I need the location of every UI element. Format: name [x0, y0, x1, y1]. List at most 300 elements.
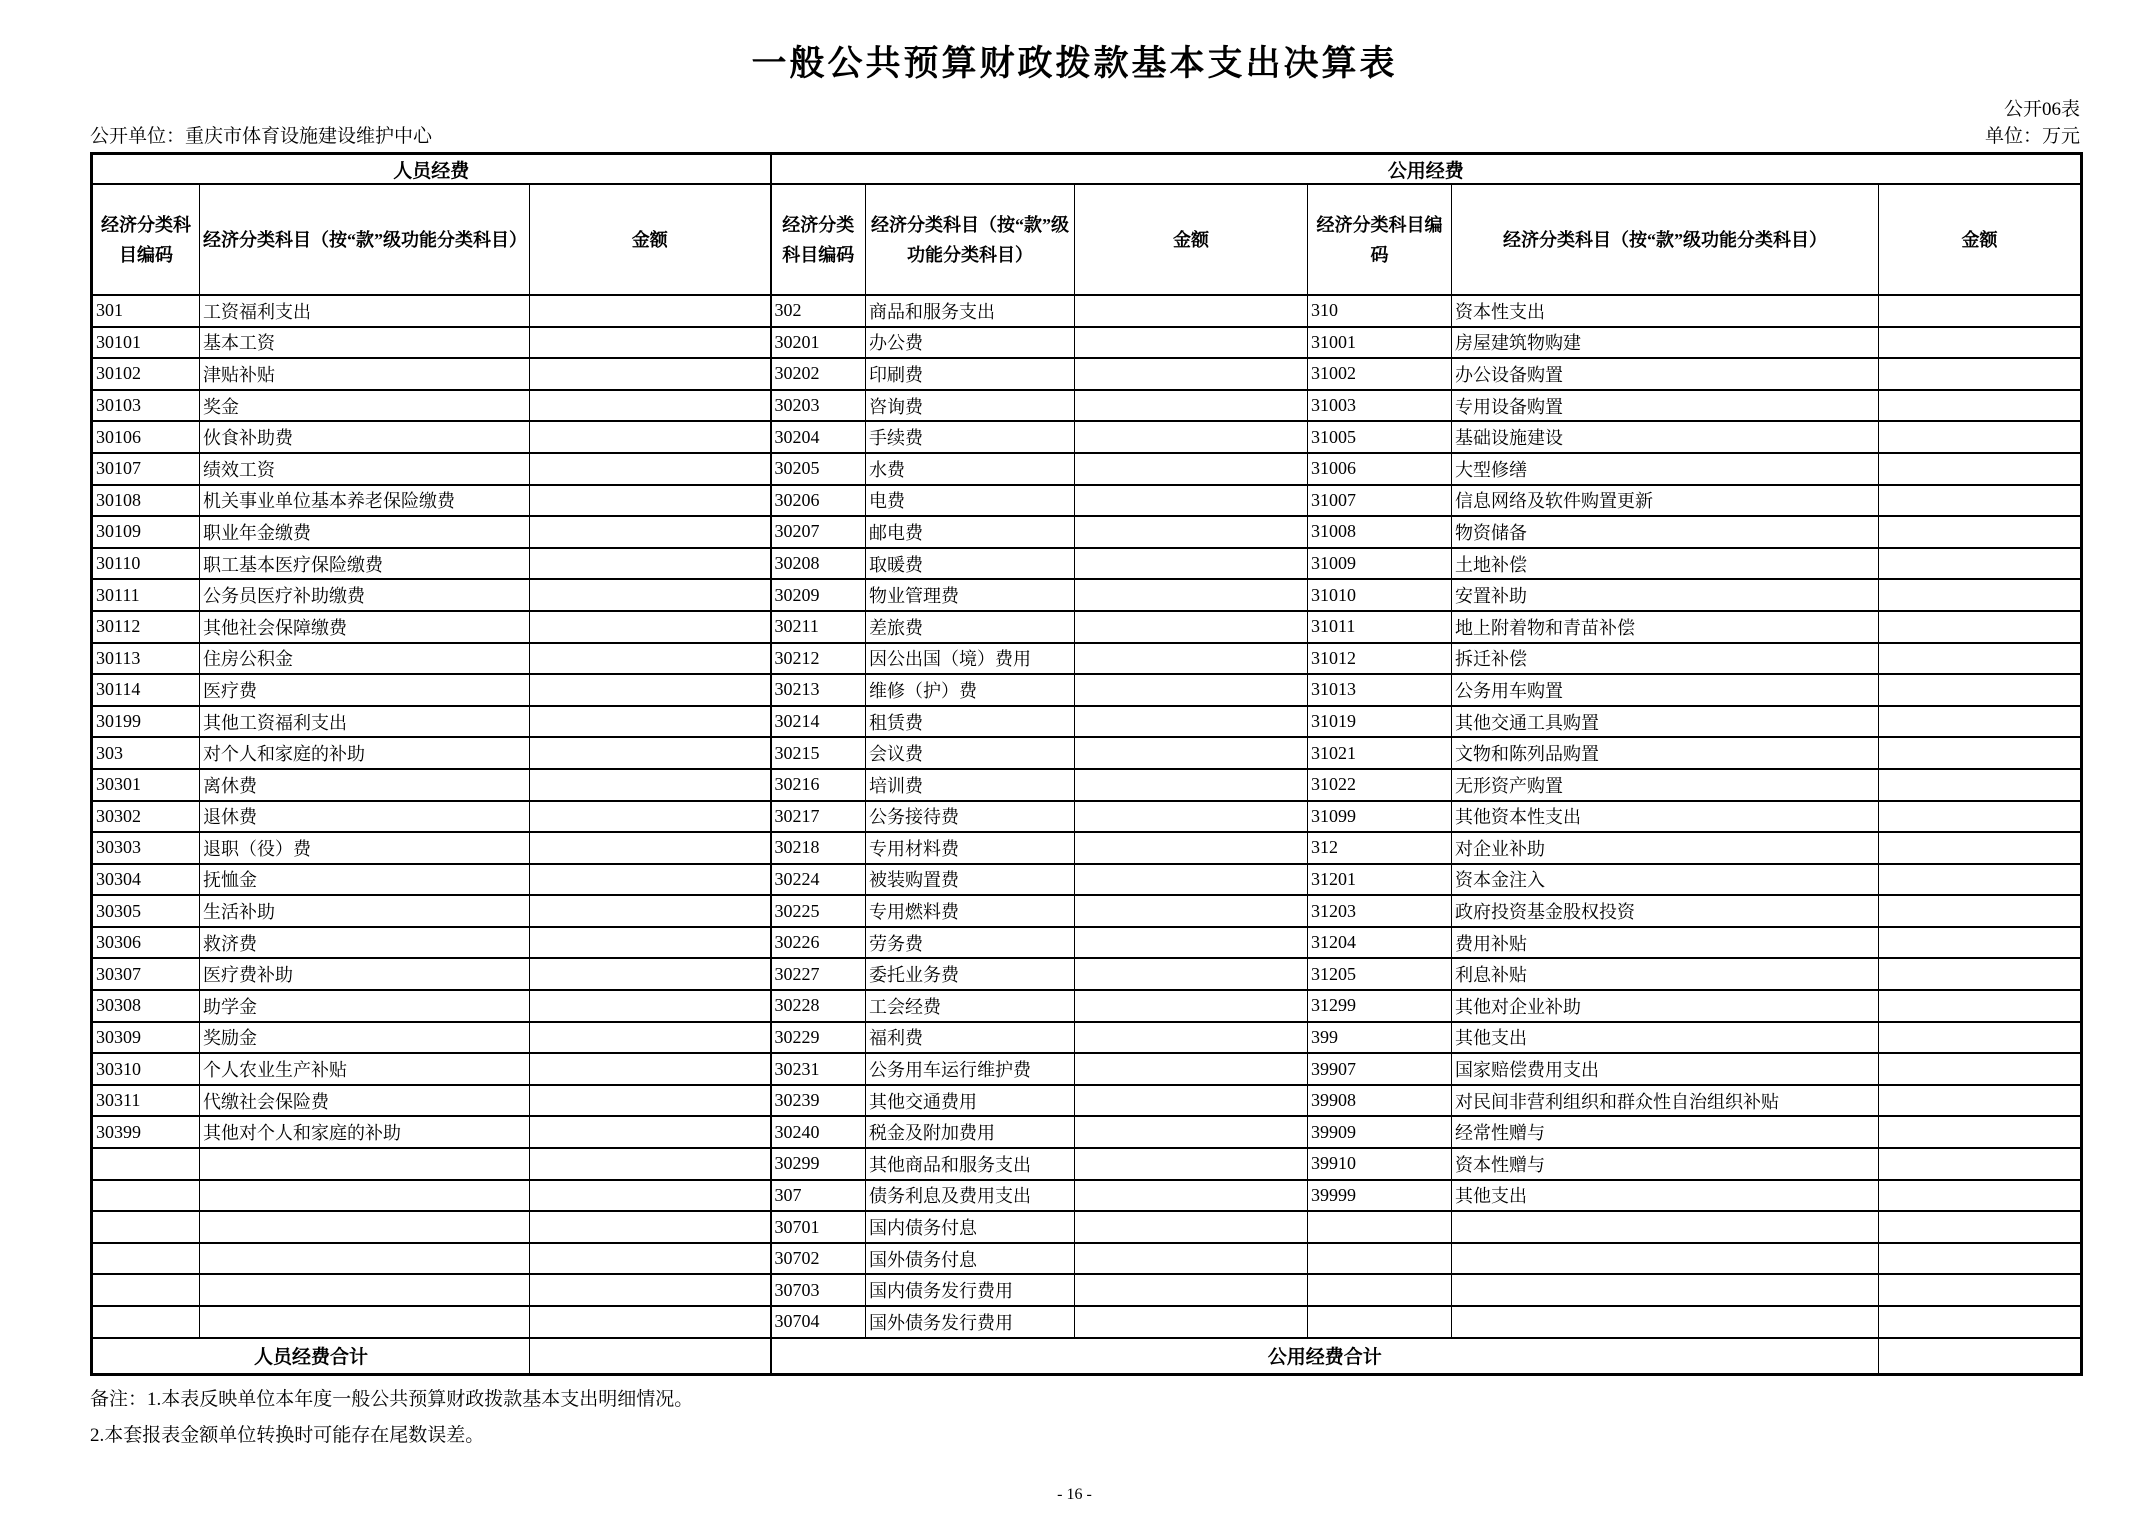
econ-code-cell: 30311: [92, 1085, 200, 1117]
table-row: [92, 643, 2082, 675]
amount-cell: [530, 579, 771, 611]
amount-cell: [1075, 295, 1308, 327]
econ-name-cell: 其他社会保障缴费: [200, 611, 530, 643]
amount-cell: [1879, 958, 2082, 990]
econ-name-cell: 邮电费: [866, 516, 1075, 548]
amount-cell: [530, 927, 771, 959]
table-row: [92, 548, 2082, 580]
amount-cell: [530, 1306, 771, 1338]
amount-cell: [1075, 895, 1308, 927]
amount-cell: [1075, 990, 1308, 1022]
amount-cell: [1075, 485, 1308, 517]
econ-name-cell: 助学金: [200, 990, 530, 1022]
econ-name-cell: 职业年金缴费: [200, 516, 530, 548]
econ-code-cell: 30229: [771, 1022, 866, 1054]
amount-cell: [530, 706, 771, 738]
econ-code-cell: 30704: [771, 1306, 866, 1338]
econ-code-cell: 30308: [92, 990, 200, 1022]
econ-code-cell: 30239: [771, 1085, 866, 1117]
table-row: [92, 737, 2082, 769]
amount-cell: [1879, 643, 2082, 675]
econ-code-cell: 31008: [1308, 516, 1452, 548]
amount-cell: [1075, 421, 1308, 453]
amount-cell: [1879, 1085, 2082, 1117]
econ-code-cell: 31007: [1308, 485, 1452, 517]
econ-code-cell: 39999: [1308, 1180, 1452, 1212]
econ-code-cell: 30228: [771, 990, 866, 1022]
amount-cell: [530, 358, 771, 390]
econ-name-cell: 医疗费: [200, 674, 530, 706]
econ-name-cell: 退职（役）费: [200, 832, 530, 864]
amount-cell: [1879, 358, 2082, 390]
econ-code-cell: 30208: [771, 548, 866, 580]
note-line-1: 备注：1.本表反映单位本年度一般公共预算财政拨款基本支出明细情况。: [90, 1388, 694, 1410]
econ-code-cell: [92, 1211, 200, 1243]
amount-cell: [1075, 1148, 1308, 1180]
econ-name-cell: 债务利息及费用支出: [866, 1180, 1075, 1212]
amount-cell: [1879, 579, 2082, 611]
econ-name-cell: 对民间非营利组织和群众性自治组织补贴: [1452, 1085, 1879, 1117]
econ-code-cell: 39907: [1308, 1053, 1452, 1085]
amount-cell: [1075, 1085, 1308, 1117]
econ-code-cell: 30216: [771, 769, 866, 801]
econ-code-cell: 30101: [92, 327, 200, 359]
econ-code-cell: 30108: [92, 485, 200, 517]
econ-code-cell: [1308, 1274, 1452, 1306]
econ-name-cell: 离休费: [200, 769, 530, 801]
econ-code-cell: 30302: [92, 801, 200, 833]
econ-code-cell: 30114: [92, 674, 200, 706]
econ-name-cell: 其他商品和服务支出: [866, 1148, 1075, 1180]
amount-cell: [1075, 516, 1308, 548]
amount-cell: [1879, 769, 2082, 801]
table-row: [92, 295, 2082, 327]
econ-name-cell: 咨询费: [866, 390, 1075, 422]
econ-code-cell: 30103: [92, 390, 200, 422]
econ-name-cell: 费用补贴: [1452, 927, 1879, 959]
econ-code-cell: 30199: [92, 706, 200, 738]
table-code-label: 公开06表: [2003, 99, 2080, 120]
econ-code-cell: 30309: [92, 1022, 200, 1054]
budget-table: [90, 152, 2083, 1376]
econ-code-cell: 31203: [1308, 895, 1452, 927]
econ-code-cell: 30110: [92, 548, 200, 580]
page-number: - 16 -: [1057, 1486, 1092, 1503]
note-line-2: 2.本套报表金额单位转换时可能存在尾数误差。: [90, 1424, 485, 1446]
econ-code-cell: 310: [1308, 295, 1452, 327]
table-row: [92, 674, 2082, 706]
amount-cell: [530, 801, 771, 833]
amount-cell: [1075, 1180, 1308, 1212]
econ-name-cell: 个人农业生产补贴: [200, 1053, 530, 1085]
econ-name-cell: 大型修缮: [1452, 453, 1879, 485]
amount-cell: [1075, 927, 1308, 959]
econ-code-cell: 30215: [771, 737, 866, 769]
econ-name-cell: 公务员医疗补助缴费: [200, 579, 530, 611]
econ-code-cell: 30106: [92, 421, 200, 453]
table-row: [92, 832, 2082, 864]
econ-name-cell: 培训费: [866, 769, 1075, 801]
table-row: [92, 864, 2082, 896]
econ-name-cell: 手续费: [866, 421, 1075, 453]
table-row: [92, 390, 2082, 422]
col-header-code1: 经济分类科目编码: [92, 184, 200, 295]
econ-name-cell: 利息补贴: [1452, 958, 1879, 990]
econ-code-cell: 39908: [1308, 1085, 1452, 1117]
econ-name-cell: 工会经费: [866, 990, 1075, 1022]
econ-name-cell: 专用设备购置: [1452, 390, 1879, 422]
econ-code-cell: 31019: [1308, 706, 1452, 738]
econ-code-cell: 30211: [771, 611, 866, 643]
econ-name-cell: 商品和服务支出: [866, 295, 1075, 327]
econ-name-cell: 住房公积金: [200, 643, 530, 675]
col-header-code3: 经济分类科目编码: [1308, 184, 1452, 295]
econ-code-cell: [92, 1306, 200, 1338]
econ-name-cell: 机关事业单位基本养老保险缴费: [200, 485, 530, 517]
econ-name-cell: 租赁费: [866, 706, 1075, 738]
econ-name-cell: 国外债务发行费用: [866, 1306, 1075, 1338]
econ-code-cell: 30304: [92, 864, 200, 896]
econ-code-cell: 31021: [1308, 737, 1452, 769]
econ-name-cell: 政府投资基金股权投资: [1452, 895, 1879, 927]
amount-cell: [1075, 611, 1308, 643]
econ-name-cell: 安置补助: [1452, 579, 1879, 611]
amount-cell: [530, 390, 771, 422]
econ-code-cell: 31299: [1308, 990, 1452, 1022]
econ-name-cell: 国内债务发行费用: [866, 1274, 1075, 1306]
econ-name-cell: 其他支出: [1452, 1180, 1879, 1212]
amount-cell: [1879, 516, 2082, 548]
econ-name-cell: 拆迁补偿: [1452, 643, 1879, 675]
econ-code-cell: 31009: [1308, 548, 1452, 580]
unit-label: 单位：万元: [1984, 126, 2080, 147]
amount-cell: [1879, 1022, 2082, 1054]
econ-code-cell: 30217: [771, 801, 866, 833]
econ-code-cell: 31011: [1308, 611, 1452, 643]
econ-code-cell: 31002: [1308, 358, 1452, 390]
econ-code-cell: 30301: [92, 769, 200, 801]
amount-cell: [1879, 1243, 2082, 1275]
meta-block: [90, 98, 2080, 150]
econ-code-cell: 30102: [92, 358, 200, 390]
econ-name-cell: 资本性支出: [1452, 295, 1879, 327]
econ-code-cell: 30702: [771, 1243, 866, 1275]
table-row: [92, 769, 2082, 801]
econ-name-cell: 生活补助: [200, 895, 530, 927]
econ-name-cell: [200, 1148, 530, 1180]
section-personnel-header: 人员经费: [92, 154, 771, 185]
econ-name-cell: 物资储备: [1452, 516, 1879, 548]
col-header-amount2: 金额: [1075, 184, 1308, 295]
econ-name-cell: 抚恤金: [200, 864, 530, 896]
econ-code-cell: 30212: [771, 643, 866, 675]
econ-name-cell: 印刷费: [866, 358, 1075, 390]
amount-cell: [1075, 769, 1308, 801]
econ-name-cell: 代缴社会保险费: [200, 1085, 530, 1117]
table-row: [92, 958, 2082, 990]
econ-code-cell: 30202: [771, 358, 866, 390]
amount-cell: [1879, 1053, 2082, 1085]
amount-cell: [1075, 1243, 1308, 1275]
econ-name-cell: 地上附着物和青苗补偿: [1452, 611, 1879, 643]
econ-code-cell: [92, 1274, 200, 1306]
econ-code-cell: 312: [1308, 832, 1452, 864]
econ-name-cell: 国外债务付息: [866, 1243, 1075, 1275]
amount-cell: [530, 895, 771, 927]
econ-name-cell: 水费: [866, 453, 1075, 485]
amount-cell: [1075, 1211, 1308, 1243]
amount-cell: [1879, 674, 2082, 706]
amount-cell: [530, 485, 771, 517]
amount-cell: [530, 958, 771, 990]
econ-name-cell: 伙食补助费: [200, 421, 530, 453]
amount-cell: [530, 1022, 771, 1054]
econ-code-cell: 30203: [771, 390, 866, 422]
econ-code-cell: 30305: [92, 895, 200, 927]
amount-cell: [530, 548, 771, 580]
notes-block: [90, 1382, 2080, 1454]
econ-code-cell: [92, 1180, 200, 1212]
econ-name-cell: [1452, 1306, 1879, 1338]
econ-code-cell: 30109: [92, 516, 200, 548]
econ-code-cell: [92, 1243, 200, 1275]
amount-cell: [530, 1085, 771, 1117]
econ-name-cell: 公务接待费: [866, 801, 1075, 833]
amount-cell: [1075, 453, 1308, 485]
econ-code-cell: 31003: [1308, 390, 1452, 422]
econ-name-cell: 文物和陈列品购置: [1452, 737, 1879, 769]
econ-name-cell: 其他工资福利支出: [200, 706, 530, 738]
table-row: [92, 990, 2082, 1022]
table-row: [92, 516, 2082, 548]
econ-code-cell: 30214: [771, 706, 866, 738]
econ-name-cell: 维修（护）费: [866, 674, 1075, 706]
econ-code-cell: [1308, 1211, 1452, 1243]
table-row: [92, 1306, 2082, 1338]
econ-code-cell: 39909: [1308, 1116, 1452, 1148]
econ-name-cell: [200, 1306, 530, 1338]
table-row: [92, 801, 2082, 833]
econ-name-cell: 其他对个人和家庭的补助: [200, 1116, 530, 1148]
econ-name-cell: 其他资本性支出: [1452, 801, 1879, 833]
amount-cell: [1879, 1116, 2082, 1148]
amount-cell: [1879, 864, 2082, 896]
amount-cell: [530, 295, 771, 327]
econ-name-cell: 其他交通工具购置: [1452, 706, 1879, 738]
econ-code-cell: 30226: [771, 927, 866, 959]
econ-code-cell: 30113: [92, 643, 200, 675]
econ-name-cell: 办公设备购置: [1452, 358, 1879, 390]
econ-code-cell: 39910: [1308, 1148, 1452, 1180]
econ-name-cell: 医疗费补助: [200, 958, 530, 990]
amount-cell: [1879, 1180, 2082, 1212]
econ-code-cell: 30303: [92, 832, 200, 864]
econ-code-cell: 30399: [92, 1116, 200, 1148]
econ-name-cell: 专用材料费: [866, 832, 1075, 864]
econ-name-cell: 无形资产购置: [1452, 769, 1879, 801]
econ-name-cell: 办公费: [866, 327, 1075, 359]
econ-name-cell: 物业管理费: [866, 579, 1075, 611]
amount-cell: [1075, 548, 1308, 580]
econ-name-cell: 取暖费: [866, 548, 1075, 580]
amount-cell: [1075, 706, 1308, 738]
amount-cell: [1075, 1022, 1308, 1054]
amount-cell: [530, 737, 771, 769]
table-row: [92, 1116, 2082, 1148]
table-row: [92, 1274, 2082, 1306]
amount-cell: [1879, 390, 2082, 422]
amount-cell: [530, 864, 771, 896]
econ-code-cell: 31012: [1308, 643, 1452, 675]
amount-cell: [1879, 485, 2082, 517]
total-row: [92, 1338, 2082, 1375]
amount-cell: [1879, 990, 2082, 1022]
econ-name-cell: 资本性赠与: [1452, 1148, 1879, 1180]
econ-name-cell: 救济费: [200, 927, 530, 959]
amount-cell: [1075, 327, 1308, 359]
amount-cell: [530, 1243, 771, 1275]
econ-code-cell: 31006: [1308, 453, 1452, 485]
econ-name-cell: [1452, 1243, 1879, 1275]
table-row: [92, 927, 2082, 959]
amount-cell: [530, 453, 771, 485]
table-row: [92, 706, 2082, 738]
econ-name-cell: [200, 1180, 530, 1212]
econ-name-cell: 基础设施建设: [1452, 421, 1879, 453]
econ-code-cell: 399: [1308, 1022, 1452, 1054]
econ-name-cell: 福利费: [866, 1022, 1075, 1054]
econ-name-cell: 对企业补助: [1452, 832, 1879, 864]
econ-name-cell: 差旅费: [866, 611, 1075, 643]
econ-code-cell: 31022: [1308, 769, 1452, 801]
econ-code-cell: 30225: [771, 895, 866, 927]
econ-name-cell: [200, 1211, 530, 1243]
amount-cell: [1879, 1306, 2082, 1338]
table-row: [92, 453, 2082, 485]
table-row: [92, 327, 2082, 359]
amount-cell: [1075, 579, 1308, 611]
econ-code-cell: 30306: [92, 927, 200, 959]
econ-code-cell: 31013: [1308, 674, 1452, 706]
col-header-code2: 经济分类科目编码: [771, 184, 866, 295]
econ-code-cell: 30299: [771, 1148, 866, 1180]
econ-code-cell: 30224: [771, 864, 866, 896]
econ-name-cell: 津贴补贴: [200, 358, 530, 390]
table-row: [92, 1180, 2082, 1212]
amount-cell: [530, 421, 771, 453]
econ-code-cell: 30703: [771, 1274, 866, 1306]
econ-name-cell: 委托业务费: [866, 958, 1075, 990]
econ-name-cell: 公务用车运行维护费: [866, 1053, 1075, 1085]
econ-code-cell: [1308, 1243, 1452, 1275]
econ-name-cell: 工资福利支出: [200, 295, 530, 327]
amount-cell: [1879, 1211, 2082, 1243]
amount-cell: [1075, 674, 1308, 706]
econ-code-cell: 30231: [771, 1053, 866, 1085]
econ-code-cell: 30213: [771, 674, 866, 706]
econ-code-cell: 307: [771, 1180, 866, 1212]
personnel-total-label: 人员经费合计: [92, 1338, 530, 1375]
amount-cell: [1879, 927, 2082, 959]
table-row: [92, 579, 2082, 611]
amount-cell: [530, 674, 771, 706]
econ-code-cell: 30218: [771, 832, 866, 864]
amount-cell: [1879, 895, 2082, 927]
econ-name-cell: 奖励金: [200, 1022, 530, 1054]
table-row: [92, 1022, 2082, 1054]
econ-code-cell: 302: [771, 295, 866, 327]
econ-code-cell: 30240: [771, 1116, 866, 1148]
econ-name-cell: 税金及附加费用: [866, 1116, 1075, 1148]
amount-cell: [1879, 801, 2082, 833]
page-title: 一般公共预算财政拨款基本支出决算表: [751, 44, 1398, 83]
econ-code-cell: 30201: [771, 327, 866, 359]
amount-cell: [1879, 832, 2082, 864]
econ-code-cell: 30112: [92, 611, 200, 643]
amount-cell: [530, 643, 771, 675]
econ-name-cell: 专用燃料费: [866, 895, 1075, 927]
econ-name-cell: [1452, 1274, 1879, 1306]
econ-name-cell: 其他对企业补助: [1452, 990, 1879, 1022]
table-row: [92, 611, 2082, 643]
amount-cell: [530, 990, 771, 1022]
amount-cell: [1879, 295, 2082, 327]
econ-name-cell: 劳务费: [866, 927, 1075, 959]
econ-name-cell: 国内债务付息: [866, 1211, 1075, 1243]
econ-name-cell: 因公出国（境）费用: [866, 643, 1075, 675]
econ-name-cell: [1452, 1211, 1879, 1243]
econ-name-cell: 其他支出: [1452, 1022, 1879, 1054]
amount-cell: [1879, 548, 2082, 580]
amount-cell: [1879, 611, 2082, 643]
personnel-total-amount: [530, 1338, 771, 1375]
econ-code-cell: 31204: [1308, 927, 1452, 959]
amount-cell: [530, 769, 771, 801]
amount-cell: [1879, 327, 2082, 359]
amount-cell: [1075, 643, 1308, 675]
publisher-label: 公开单位：重庆市体育设施建设维护中心: [90, 126, 433, 147]
amount-cell: [1075, 801, 1308, 833]
amount-cell: [1879, 1148, 2082, 1180]
amount-cell: [1075, 958, 1308, 990]
amount-cell: [530, 327, 771, 359]
col-header-name1: 经济分类科目（按“款”级功能分类科目）: [200, 184, 530, 295]
table-row: [92, 1243, 2082, 1275]
table-row: [92, 1211, 2082, 1243]
econ-name-cell: 对个人和家庭的补助: [200, 737, 530, 769]
econ-code-cell: 301: [92, 295, 200, 327]
amount-cell: [1879, 706, 2082, 738]
amount-cell: [1879, 737, 2082, 769]
econ-name-cell: 公务用车购置: [1452, 674, 1879, 706]
public-total-label: 公用经费合计: [771, 1338, 1879, 1375]
econ-name-cell: [200, 1243, 530, 1275]
amount-cell: [530, 1148, 771, 1180]
amount-cell: [530, 1180, 771, 1212]
column-header-row: [92, 184, 2082, 295]
econ-code-cell: 30111: [92, 579, 200, 611]
table-row: [92, 485, 2082, 517]
econ-code-cell: 30209: [771, 579, 866, 611]
econ-code-cell: 30701: [771, 1211, 866, 1243]
econ-name-cell: 其他交通费用: [866, 1085, 1075, 1117]
amount-cell: [1075, 1274, 1308, 1306]
table-row: [92, 895, 2082, 927]
amount-cell: [1075, 358, 1308, 390]
econ-name-cell: 信息网络及软件购置更新: [1452, 485, 1879, 517]
amount-cell: [1075, 1116, 1308, 1148]
econ-name-cell: 绩效工资: [200, 453, 530, 485]
